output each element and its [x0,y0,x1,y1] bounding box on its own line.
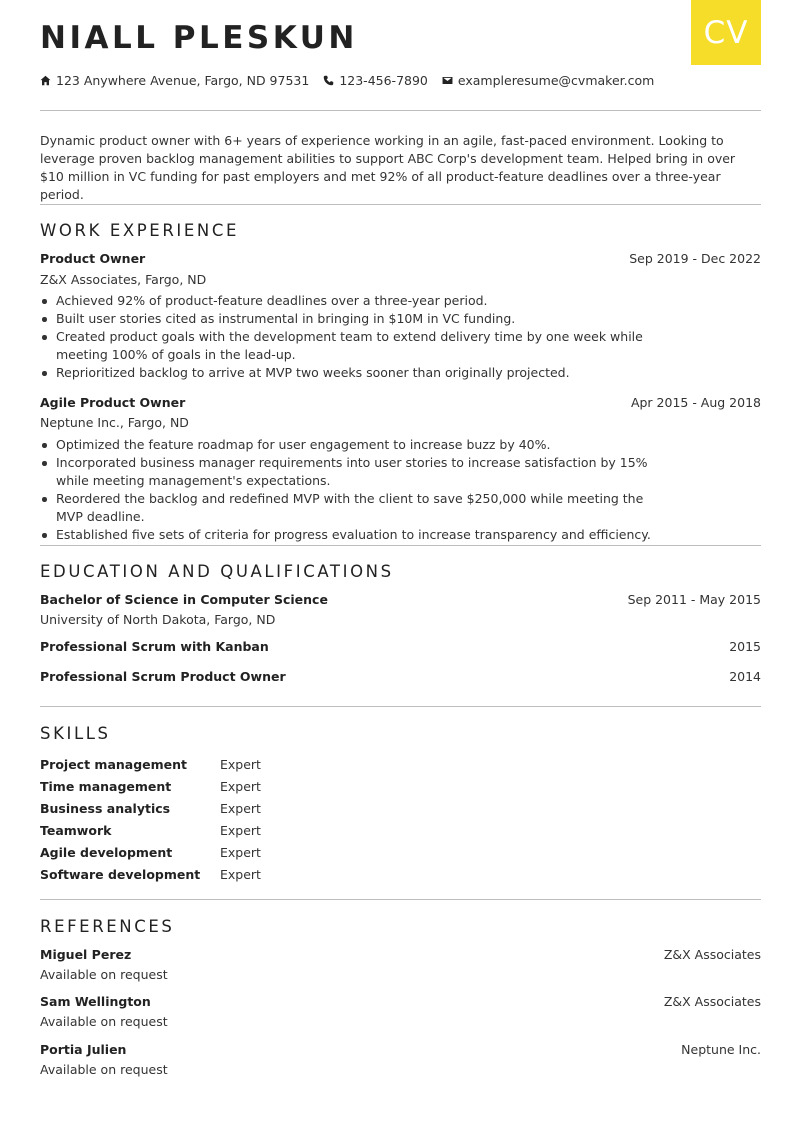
skill-row [40,863,261,885]
reference-company: Neptune Inc. [681,1042,761,1057]
job-header [40,395,761,410]
certification-name: Professional Scrum with Kanban [40,639,269,654]
bullet-item: Built user stories cited as instrumental in bringing in $10M in VC funding. [56,310,666,328]
home-icon [40,75,51,86]
bullet-item: Achieved 92% of product-feature deadlines over a three-year period. [56,292,666,310]
divider [40,545,761,546]
reference-name: Portia Julien [40,1042,127,1057]
degree-title: Bachelor of Science in Computer Science [40,592,328,607]
bullet-item: Reordered the backlog and redefined MVP with the client to save $250,000 while meeting the MVP deadline. [56,490,666,526]
skill-level: Expert [220,866,261,882]
job-title: Product Owner [40,251,146,266]
cv-badge: CV [691,0,761,65]
contact-email [442,73,654,88]
degree-header [40,592,761,607]
reference-company: Z&X Associates [663,947,761,962]
skills-list [40,753,261,885]
skill-row [40,841,261,863]
reference-header [40,994,761,1009]
address-text: 123 Anywhere Avenue, Fargo, ND 97531 [56,73,310,88]
skill-name: Software development [40,866,201,882]
skill-row [40,819,261,841]
skill-row [40,753,261,775]
skill-name: Teamwork [40,822,112,838]
certification-year: 2014 [729,669,761,684]
reference-name: Miguel Perez [40,947,132,962]
job-company: Z&X Associates, Fargo, ND [40,272,207,287]
skill-level: Expert [220,844,261,860]
education-heading: EDUCATION AND QUALIFICATIONS [40,562,394,581]
contact-address [40,73,309,88]
skill-row [40,797,261,819]
skill-level: Expert [220,822,261,838]
divider [40,706,761,707]
skill-name: Agile development [40,844,173,860]
skill-name: Business analytics [40,800,171,816]
skill-level: Expert [220,756,261,772]
job-dates: Apr 2015 - Aug 2018 [630,395,761,410]
job-bullets [56,436,666,544]
job-company: Neptune Inc., Fargo, ND [40,415,189,430]
skill-level: Expert [220,778,261,794]
mail-icon [442,75,453,86]
bullet-item: Created product goals with the development team to extend delivery time by one week while meeting 100% of goals in the lead-up. [56,328,666,364]
contact-bar [40,73,668,88]
reference-company: Z&X Associates [663,994,761,1009]
contact-phone [323,73,428,88]
bullet-item: Established five sets of criteria for progress evaluation to increase transparency and efficiency. [56,526,666,544]
skill-name: Time management [40,778,172,794]
divider [40,110,761,111]
certification-name: Professional Scrum Product Owner [40,669,286,684]
bullet-item: Reprioritized backlog to arrive at MVP two weeks sooner than originally projected. [56,364,666,382]
bullet-item: Optimized the feature roadmap for user engagement to increase buzz by 40%. [56,436,666,454]
skill-level: Expert [220,800,261,816]
job-dates: Sep 2019 - Dec 2022 [629,251,761,266]
school-name: University of North Dakota, Fargo, ND [40,612,276,627]
candidate-name: NIALL PLESKUN [40,20,358,56]
certification-year: 2015 [729,639,761,654]
reference-note: Available on request [40,967,168,982]
reference-header [40,1042,761,1057]
email-text: exampleresume@cvmaker.com [457,73,655,88]
references-heading: REFERENCES [40,917,175,936]
certification-row [40,669,761,684]
skill-name: Project management [40,756,188,772]
skills-heading: SKILLS [40,724,111,743]
reference-header [40,947,761,962]
bullet-item: Incorporated business manager requirements into user stories to increase satisfaction by 15% while meeting management's expectations. [56,454,666,490]
skill-row [40,775,261,797]
divider [40,204,761,205]
work-experience-heading: WORK EXPERIENCE [40,221,239,240]
degree-dates: Sep 2011 - May 2015 [627,592,761,607]
job-header [40,251,761,266]
job-bullets [56,292,666,382]
reference-name: Sam Wellington [40,994,151,1009]
job-title: Agile Product Owner [40,395,186,410]
divider [40,899,761,900]
certification-row [40,639,761,654]
profile-summary: Dynamic product owner with 6+ years of experience working in an agile, fast-paced environment. Looking to leverage proven backlog management abilities to support ABC Corp's development team. Helped bring in over $10 million in VC funding for past employers and met 92% of all product-feature deadlines over a three-year period. [40,133,736,202]
phone-icon [323,75,334,86]
phone-text: 123-456-7890 [339,73,428,88]
reference-note: Available on request [40,1014,168,1029]
reference-note: Available on request [40,1062,168,1077]
